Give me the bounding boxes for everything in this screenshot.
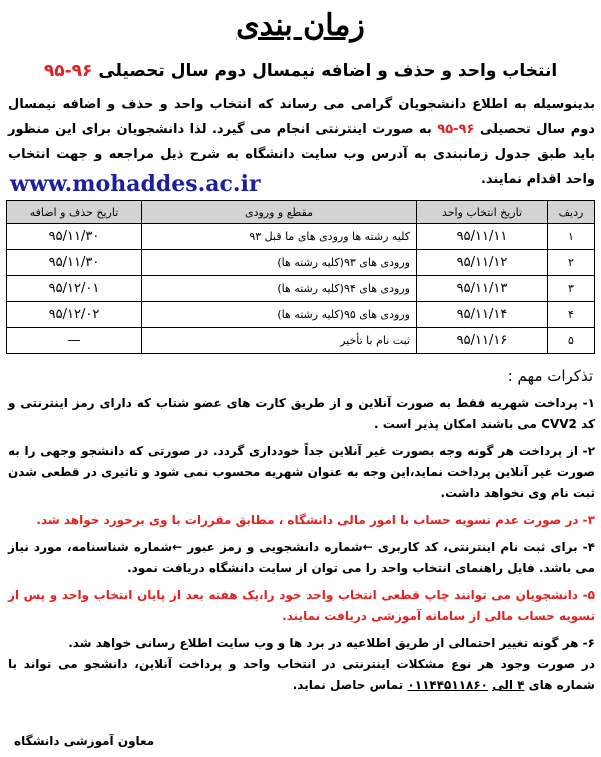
notes-heading: تذکرات مهم : (507, 367, 593, 385)
note-2: ۲- از پرداخت هر گونه وجه بصورت غیر آنلاین جداً خودداری گردد. در صورتی که دانشجو وجهی را به صورت غیر آنلاین پرداخت نماید،این وجه به عنوان شهریه محسوب نمی شود و تاثیری در قطعی شدن ثبت نام وی نخواهد داشت. (8, 444, 595, 500)
intro-year: ۹۶-۹۵ (437, 122, 475, 137)
cell-select-date: ۹۵/۱۱/۱۱ (417, 224, 548, 250)
cell-entry: ورودی های ۹۳(کلیه رشته ها) (142, 250, 417, 276)
cell-adddrop-date: — (7, 328, 142, 354)
cell-number: ۴ (548, 302, 595, 328)
intro-part1: بدینوسیله به اطلاع دانشجویان گرامی می رساند که انتخاب واحد و حذف و اضافه نیمسال دوم سال تحصیلی (8, 97, 595, 137)
page-title: زمان بندی (236, 8, 365, 43)
header-adddrop-date: تاریخ حذف و اضافه (7, 201, 142, 224)
cell-select-date: ۹۵/۱۱/۱۶ (417, 328, 548, 354)
note-6 (8, 633, 595, 696)
schedule-table (6, 200, 595, 354)
cell-select-date: ۹۵/۱۱/۱۴ (417, 302, 548, 328)
note-1-text-b: می باشند امکان پذیر است . (374, 417, 537, 431)
cell-entry: ثبت نام با تأخیر (142, 328, 417, 354)
table-row (7, 250, 595, 276)
cell-number: ۲ (548, 250, 595, 276)
note-6-range: ۴ الی (492, 678, 525, 692)
table-row (7, 276, 595, 302)
note-1-code: CVV2 (541, 417, 577, 431)
note-6-text-c: تماس حاصل نماید. (292, 678, 404, 692)
cell-adddrop-date: ۹۵/۱۲/۰۲ (7, 302, 142, 328)
note-6-text-b: در صورت وجود هر نوع مشکلات اینترنتی در انتخاب واحد و پرداخت آنلاین، دانشجو می تواند با شماره های (8, 657, 595, 692)
website-link[interactable]: www.mohaddes.ac.ir (10, 171, 261, 197)
cell-number: ۵ (548, 328, 595, 354)
note-3: ۳- در صورت عدم تسویه حساب با امور مالی دانشگاه ، مطابق مقررات با وی برخورد خواهد شد. (36, 513, 595, 527)
subtitle-text: انتخاب واحد و حذف و اضافه نیمسال دوم سال تحصیلی (98, 61, 558, 81)
cell-number: ۳ (548, 276, 595, 302)
signature-title: معاون آموزشی دانشگاه (14, 734, 155, 748)
table-row (7, 224, 595, 250)
cell-entry: ورودی های ۹۵(کلیه رشته ها) (142, 302, 417, 328)
cell-adddrop-date: ۹۵/۱۱/۳۰ (7, 250, 142, 276)
table-header-row (7, 201, 595, 224)
header-select-date: تاریخ انتخاب واحد (417, 201, 548, 224)
table-row (7, 328, 595, 354)
note-1-text-a: ۱- پرداخت شهریه فقط به صورت آنلاین و از طریق کارت های عضو شتاب که دارای رمز اینترنتی و کد (8, 396, 595, 431)
page-subtitle (0, 58, 601, 84)
subtitle-year: ۹۶-۹۵ (43, 61, 93, 81)
note-5: ۵- دانشجویان می توانند چاپ قطعی انتخاب واحد خود را،یک هفته بعد از پایان انتخاب واحد و پس از تسویه حساب مالی از سامانه آموزشی دریافت نمایند. (8, 588, 595, 623)
cell-adddrop-date: ۹۵/۱۲/۰۱ (7, 276, 142, 302)
cell-number: ۱ (548, 224, 595, 250)
cell-select-date: ۹۵/۱۱/۱۳ (417, 276, 548, 302)
note-1 (8, 393, 595, 435)
table-row (7, 302, 595, 328)
notes-list (8, 393, 595, 702)
cell-entry: کلیه رشته ها ورودی های ما قبل ۹۳ (142, 224, 417, 250)
cell-adddrop-date: ۹۵/۱۱/۳۰ (7, 224, 142, 250)
header-entry: مقطع و ورودی (142, 201, 417, 224)
cell-select-date: ۹۵/۱۱/۱۲ (417, 250, 548, 276)
intro-part2: به صورت اینترنتی انجام می گیرد. لذا دانشجویان برای این منظور باید طبق جدول زمانبندی به آدرس وب سایت دانشگاه به شرح ذیل مراجعه و جهت انتخاب واحد اقدام نمایند. (8, 122, 595, 187)
header-row-number: ردیف (548, 201, 595, 224)
note-4: ۴- برای ثبت نام اینترنتی، کد کاربری ←شماره دانشجویی و رمز عبور ←شماره شناسنامه، مورد نیاز می باشد. فایل راهنمای انتخاب واحد را می توان از سایت دانشگاه دریافت نمود. (8, 540, 595, 575)
note-6-text-a: ۶- هر گونه تغییر احتمالی از طریق اطلاعیه در برد ها و وب سایت اطلاع رسانی خواهد شد. (68, 636, 595, 650)
cell-entry: ورودی های ۹۴(کلیه رشته ها) (142, 276, 417, 302)
note-6-phone: ۰۱۱۴۴۵۱۱۸۶۰ (407, 678, 488, 692)
